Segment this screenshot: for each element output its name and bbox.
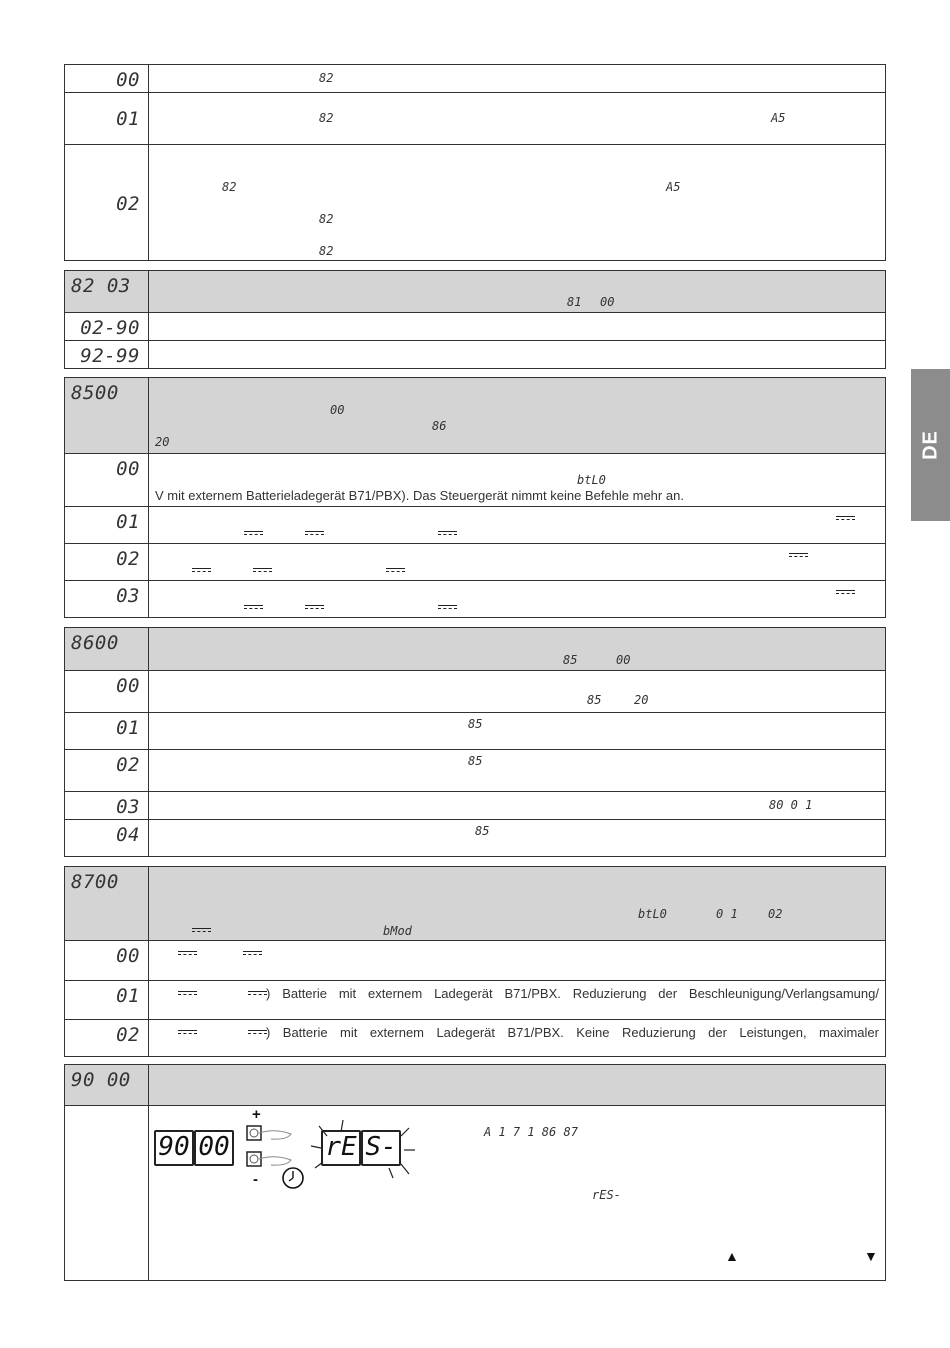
display-digits-right: 00 — [194, 1130, 234, 1166]
language-tab — [911, 369, 950, 521]
display-ref: 86 — [432, 419, 447, 433]
display-ref: 81 — [567, 295, 582, 309]
table-section-1 — [64, 64, 886, 261]
table-row — [65, 941, 886, 981]
dc-symbol-icon — [438, 605, 457, 611]
row-code: 00 — [116, 69, 140, 91]
dc-symbol-icon — [386, 568, 405, 574]
display-ref: rES- — [592, 1188, 621, 1202]
table-header-row — [65, 628, 886, 671]
table-section-5 — [64, 866, 886, 1057]
row-code: 00 — [116, 458, 140, 480]
table-section-6 — [64, 1064, 886, 1281]
table-row — [65, 713, 886, 750]
row-code: 01 — [116, 717, 140, 739]
row-code: 02 — [116, 754, 140, 776]
display-ref: 20 — [155, 435, 170, 449]
display-ref: 85 — [475, 824, 490, 838]
parameter-code: 8500 — [71, 382, 119, 404]
table-section-3 — [64, 377, 886, 618]
arrow-up-icon: ▲ — [725, 1248, 739, 1264]
dc-symbol-icon — [178, 951, 197, 957]
table-row — [65, 792, 886, 820]
display-ref: 82 — [319, 111, 334, 125]
row-code: 00 — [116, 675, 140, 697]
row-code: 00 — [116, 945, 140, 967]
table-row — [65, 507, 886, 544]
display-ref: btL0 — [638, 907, 667, 921]
display-digits-left: 90 — [154, 1130, 194, 1166]
dc-symbol-icon — [248, 1030, 267, 1036]
table-row — [65, 454, 886, 507]
plus-label: + — [252, 1106, 261, 1123]
row-code: 03 — [116, 585, 140, 607]
display-ref: 82 — [319, 71, 334, 85]
parameter-code: 8600 — [71, 632, 119, 654]
display-ref: 00 — [600, 295, 615, 309]
parameter-code: 90 00 — [71, 1069, 131, 1091]
dc-symbol-icon — [178, 991, 197, 997]
display-ref: 85 — [587, 693, 602, 707]
table-section-2 — [64, 270, 886, 369]
table-row — [65, 93, 886, 145]
dc-symbol-icon — [244, 605, 263, 611]
display-ref: 80 0 1 — [769, 798, 813, 812]
dc-symbol-icon — [438, 531, 457, 537]
display-ref: 85 — [468, 754, 483, 768]
row-code: 01 — [116, 108, 140, 130]
row-code: 02-90 — [80, 317, 140, 339]
dc-symbol-icon — [253, 568, 272, 574]
display-ref: 85 — [563, 653, 578, 667]
dc-symbol-icon — [244, 531, 263, 537]
table-header-row — [65, 867, 886, 941]
dc-symbol-icon — [836, 590, 855, 596]
row-text: ) Batterie mit externem Ladegerät B71/PBX. Reduzierung der Beschleunigung/Verlangsamung/ — [266, 986, 879, 1001]
table-row — [65, 981, 886, 1020]
display-ref: A 1 7 1 86 87 — [484, 1125, 578, 1139]
table-section-4 — [64, 627, 886, 857]
display-ref: 00 — [330, 403, 345, 417]
dc-symbol-icon — [192, 568, 211, 574]
dc-symbol-icon — [248, 991, 267, 997]
row-code: 03 — [116, 796, 140, 818]
row-code: 02 — [116, 193, 140, 215]
table-row — [65, 671, 886, 713]
parameter-code: 82 03 — [71, 275, 131, 297]
table-row — [65, 145, 886, 261]
display-result-right: S- — [361, 1130, 401, 1166]
dc-symbol-icon — [243, 951, 262, 957]
dc-symbol-icon — [836, 516, 855, 522]
display-ref: 02 — [768, 907, 783, 921]
dc-symbol-icon — [192, 928, 211, 934]
row-text: ) Batterie mit externem Ladegerät B71/PBX. Keine Reduzierung der Leistungen, maximaler — [266, 1025, 879, 1040]
display-ref: 85 — [468, 717, 483, 731]
display-ref: A5 — [666, 180, 681, 194]
display-ref: 20 — [634, 693, 649, 707]
press-buttons-icon — [245, 1122, 305, 1192]
row-code: 02 — [116, 548, 140, 570]
table-row — [65, 313, 886, 341]
table-header-row — [65, 1065, 886, 1106]
table-header-row — [65, 271, 886, 313]
dc-symbol-icon — [305, 531, 324, 537]
display-ref: A5 — [771, 111, 786, 125]
display-ref: 0 1 — [716, 907, 738, 921]
display-result-left: rE — [321, 1130, 361, 1166]
row-code: 01 — [116, 511, 140, 533]
table-header-row — [65, 378, 886, 454]
table-row — [65, 65, 886, 93]
table-row — [65, 341, 886, 369]
parameter-code: 8700 — [71, 871, 119, 893]
row-text: V mit externem Batterieladegerät B71/PBX). Das Steuergerät nimmt keine Befehle mehr an. — [155, 488, 684, 503]
minus-label: - — [253, 1171, 258, 1188]
language-tab-label: DE — [919, 430, 941, 460]
table-row — [65, 544, 886, 581]
display-ref: 82 — [319, 244, 334, 258]
display-ref: 82 — [222, 180, 237, 194]
display-ref: bMod — [383, 924, 412, 938]
row-code: 01 — [116, 985, 140, 1007]
dc-symbol-icon — [305, 605, 324, 611]
display-ref: btL0 — [577, 473, 606, 487]
display-ref: 82 — [319, 212, 334, 226]
table-row — [65, 820, 886, 857]
display-ref: 00 — [616, 653, 631, 667]
row-code: 92-99 — [80, 345, 140, 367]
dc-symbol-icon — [789, 553, 808, 559]
arrow-down-icon: ▼ — [864, 1248, 878, 1264]
table-row — [65, 1106, 886, 1281]
row-code: 02 — [116, 1024, 140, 1046]
table-row — [65, 750, 886, 792]
table-row — [65, 581, 886, 618]
row-code: 04 — [116, 824, 140, 846]
table-row — [65, 1020, 886, 1057]
dc-symbol-icon — [178, 1030, 197, 1036]
